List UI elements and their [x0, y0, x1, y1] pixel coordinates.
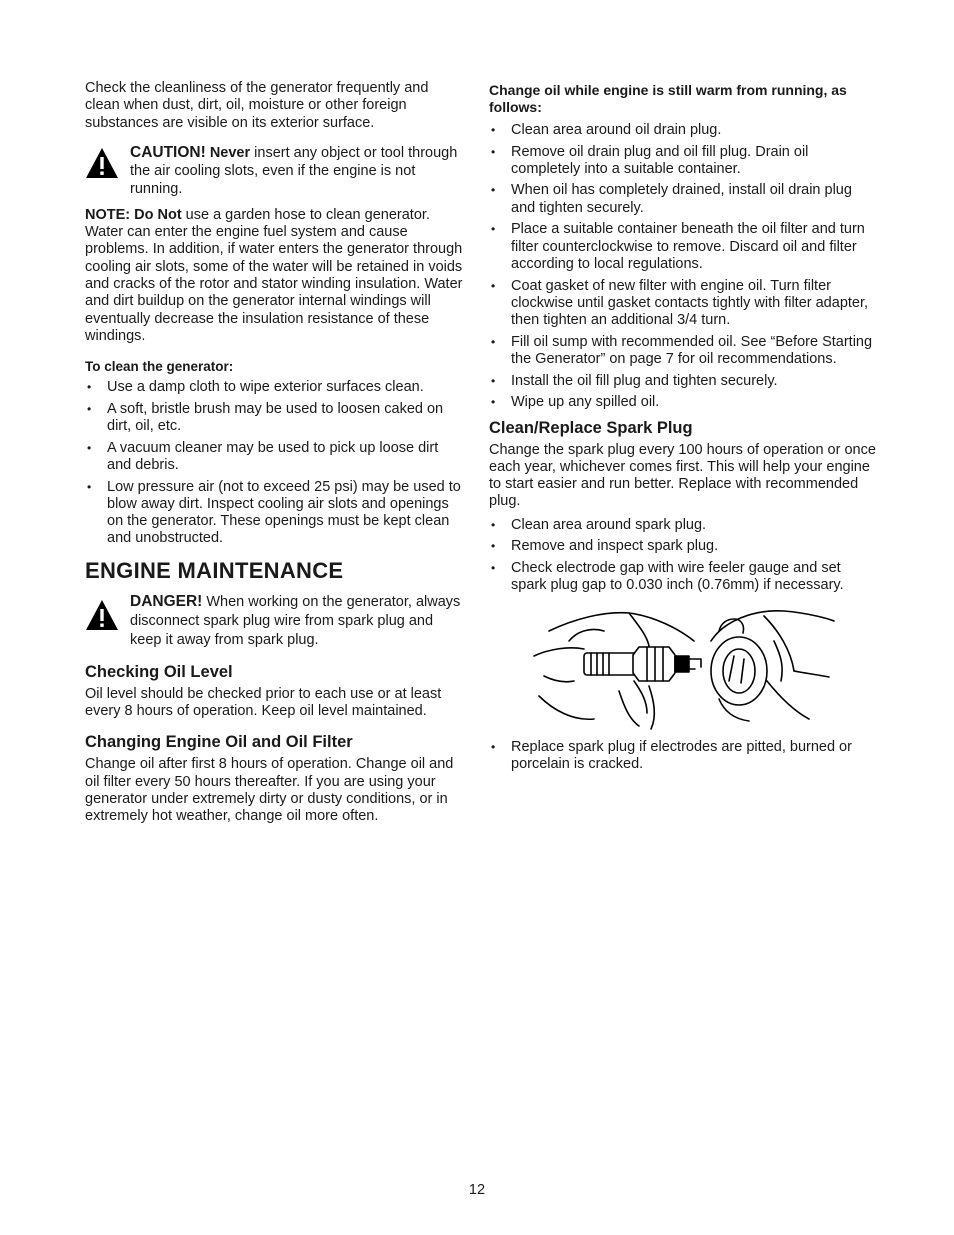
change-oil-text: Change oil after first 8 hours of operation. Change oil and oil filter every 50 hours thereafter. If you are using your generator under extremely dirty or dusty conditions, or in extremely hot weather, change oil more often.	[85, 756, 454, 825]
list-item: • Fill oil sump with recommended oil. See “Before Starting the Generator” on page 7 for oil recommendations.	[489, 334, 879, 369]
list-item: • Wipe up any spilled oil.	[489, 394, 879, 411]
note-text: use a garden hose to clean generator. Water can enter the engine fuel system and cause problems. In addition, if water enters the generator through cooling air slots, some of the water will be retained in voids and cracks of the rotor and stator winding insulation. Water and dirt buildup on the generator internal windings will eventually decrease the insulation resistance of these windings.	[85, 206, 463, 344]
caution-lead: Never	[209, 144, 251, 161]
warning-triangle-icon	[85, 599, 119, 631]
oil-level-text: Oil level should be checked prior to each use or at least every 8 hours of operation. Keep oil level maintained.	[85, 685, 442, 720]
caution-signal-word: CAUTION!	[130, 143, 206, 161]
left-column	[85, 80, 465, 826]
list-item: • Remove and inspect spark plug.	[489, 538, 879, 555]
clean-list	[85, 379, 465, 548]
clean-heading: To clean the generator:	[85, 359, 234, 375]
list-item: • Check electrode gap with wire feeler gauge and set spark plug gap to 0.030 inch (0.76mm) if necessary.	[489, 560, 879, 595]
list-item: • A soft, bristle brush may be used to loosen caked on dirt, oil, etc.	[85, 401, 465, 436]
section-title: ENGINE MAINTENANCE	[85, 557, 344, 583]
cleaning-intro: Check the cleanliness of the generator frequently and clean when dust, dirt, oil, moisture or other foreign substances are visible on its exterior surface.	[85, 80, 429, 131]
list-item: • When oil has completely drained, install oil drain plug and tighten securely.	[489, 182, 879, 217]
note-paragraph	[85, 207, 465, 345]
caution-block	[85, 144, 465, 199]
page-number: 12	[468, 1182, 486, 1198]
oil-change-steps	[489, 122, 879, 412]
caution-text: insert any object or tool through the air cooling slots, even if the engine is not running.	[130, 144, 458, 198]
list-item: • A vacuum cleaner may be used to pick up loose dirt and debris.	[85, 440, 465, 475]
danger-signal-word: DANGER!	[130, 592, 203, 610]
list-item: • Replace spark plug if electrodes are pitted, burned or porcelain is cracked.	[489, 739, 879, 774]
spark-steps	[489, 517, 879, 595]
right-column	[489, 80, 879, 777]
list-item: • Use a damp cloth to wipe exterior surfaces clean.	[85, 379, 465, 396]
change-oil-heading: Changing Engine Oil and Oil Filter	[85, 733, 353, 752]
danger-text: When working on the generator, always disconnect spark plug wire from spark plug and keep it away from spark plug.	[130, 593, 461, 648]
spark-plug-gap-illustration	[529, 601, 839, 731]
note-lead: NOTE: Do Not	[85, 206, 182, 223]
change-warm-heading: Change oil while engine is still warm from running, as follows:	[489, 82, 847, 115]
danger-block	[85, 592, 465, 650]
spark-text: Change the spark plug every 100 hours of operation or once each year, whichever comes first. This will help your engine to start easier and run better. Replace with recommended plug.	[489, 441, 876, 510]
list-item: • Clean area around spark plug.	[489, 517, 879, 534]
list-item: • Install the oil fill plug and tighten securely.	[489, 373, 879, 390]
warning-triangle-icon	[85, 147, 119, 179]
list-item: • Remove oil drain plug and oil fill plug. Drain oil completely into a suitable container.	[489, 144, 879, 179]
list-item: • Place a suitable container beneath the oil filter and turn filter counterclockwise to remove. Discard oil and filter according to local regulations.	[489, 221, 879, 273]
list-item: • Low pressure air (not to exceed 25 psi) may be used to blow away dirt. Inspect cooling air slots and openings on the generator. These openings must be kept clean and unobstructed.	[85, 479, 465, 548]
spark-heading: Clean/Replace Spark Plug	[489, 418, 693, 437]
replace-list	[489, 739, 879, 774]
oil-level-heading: Checking Oil Level	[85, 662, 233, 681]
list-item: • Coat gasket of new filter with engine oil. Turn filter clockwise until gasket contacts tightly with filter adapter, then tighten an additional 3/4 turn.	[489, 278, 879, 330]
list-item: • Clean area around oil drain plug.	[489, 122, 879, 139]
